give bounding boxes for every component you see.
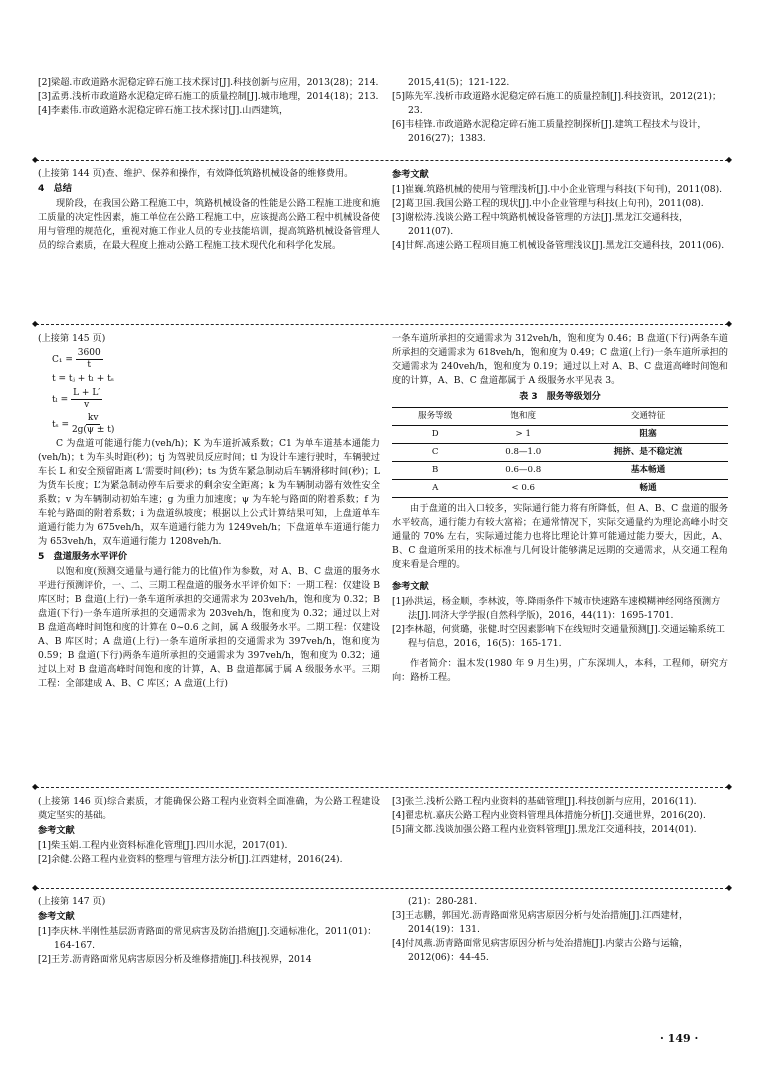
block5-left — [38, 895, 380, 967]
equation-tl: tₗ = $\frac{L + L'}{v}$ — [52, 388, 101, 411]
paragraph: C 为盘道可能通行能力(veh/h)；K 为车道折减系数；C1 为单车道基本通能力(veh/h)；t 为车头时距(秒)；tj 为驾驶员反应时间；tl 为设计车速行驶时，车辆驶过车长 L 和安全预留距离 L‘需要时间(秒)；ts 为货车紧急制动后车辆滑移时间(秒)；L 为货车长度；L’为紧急制动停车后要求的剩余安全距离；k 为车辆制动器有效性安全系数；v 为车辆制动初始车速；g 为重力加速度；ψ 为车轮与路面的附着系数；f 为车轮与路面的附着系数；i 为盘道纵坡度；根据以上公式计算结果可知，上盘道单车道通行能力为 675veh/h，双车道通行能力为 1249veh/h；下盘道单车道通行能力为 653veh/h，双车道通行能力 1208veh/h. — [38, 438, 380, 548]
continuation-text: (上接第 146 页)综合素质，才能确保公路工程内业资料全面准确，为公路工程建设奠定坚实的基础。 — [38, 796, 380, 821]
reference: [2]王芳.沥青路面常见病害原因分析及维修措施[J].科技视界，2014 — [38, 953, 312, 965]
table-caption: 表 3 服务等级划分 — [519, 391, 601, 402]
paragraph: 以饱和度(预测交通量与通行能力的比值)作为参数，对 A、B、C 盘道的服务水平进行预测评价，一、二、三期工程盘道的服务水平评价如下：一期工程：仅建设 B 库区时；B 盘道(上行)一条车道所承担的交通需求为 203veh/h，饱和度为 0.32；B 盘道(下行)一条车道所承担的交通需求为 203veh/h，饱和度为 0.32；通过以上对 B 盘道高峰时间饱和度的计算在 0~0.6 之间，属 A 级服务水平。二期工程：仅建设 A、B 库区时；A 盘道(上行)一条车道所承担的交通需求为 397veh/h，饱和度为 0.59；B 盘道(下行)两条车道所承担的交通需求为 397veh/h，饱和度为 0.32；通过以上对 B 盘道高峰时间饱和度的计算，A、B 盘道都属于属 A 级服务水平。三期工程：全部建成 A、B、C 库区；A 盘道(上行) — [38, 566, 380, 690]
block2-right — [392, 167, 728, 253]
continuation-text: (上接第 147 页) — [38, 896, 106, 907]
reference: [2]余健.公路工程内业资料的整理与管理方法分析[J].江西建材，2016(24). — [38, 853, 343, 865]
table-header: 交通特征 — [568, 407, 728, 425]
author-bio: 作者简介：温木发(1980 年 9 月生)男，广东深圳人，本科，工程师，研究方向：路桥工程。 — [392, 657, 728, 683]
reference: [1]崔巍.筑路机械的使用与管理浅析[J].中小企业管理与科技(下旬刊)，2011(08). — [392, 183, 723, 195]
article-separator — [36, 324, 728, 325]
page-number: · 149 · — [660, 1032, 699, 1045]
reference: [1]李庆林.半刚性基层沥青路面的常见病害及防治措施[J].交通标准化，2011(01)：164-167. — [38, 925, 377, 951]
article-separator — [36, 160, 728, 161]
block3-right — [392, 332, 728, 685]
reference: [1]柴玉娟.工程内业资料标准化管理[J].四川水泥，2017(01). — [38, 839, 288, 851]
table-header: 饱和度 — [478, 407, 568, 425]
table-header: 服务等级 — [392, 407, 478, 425]
reference: 2015,41(5)；121-122. — [408, 77, 510, 88]
service-level-table — [392, 407, 728, 498]
section-heading: 5 盘道服务水平评价 — [38, 551, 128, 563]
reference: [3]谢松涛.浅谈公路工程中筑路机械设备管理的方法[J].黑龙江交通科技，2011(07). — [392, 211, 689, 237]
equation-t: t = tⱼ + tₗ + tₛ — [52, 373, 114, 384]
block1-right-refs — [392, 76, 728, 146]
article-separator — [36, 787, 728, 788]
paragraph: 一条车道所承担的交通需求为 312veh/h，饱和度为 0.46；B 盘道(下行)两条车道所承担的交通需求为 618veh/h，饱和度为 0.49；C 盘道(上行)一条车道所承担的交通需求为 240veh/h，饱和度为 0.19；通过以上对 A、B、C 盘道高峰时间饱和度的计算，A、B、C 盘道都属于 A 级服务水平见表 3。 — [392, 333, 728, 386]
reference: [5]蒲文都.浅谈加强公路工程内业资料管理[J].黑龙江交通科技，2014(01). — [392, 823, 697, 835]
paragraph: 现阶段，在我国公路工程施工中，筑路机械设备的性能是公路工程施工进度和施工质量的决定性因素，施工单位在公路工程施工中，应该提高公路工程中机械设备使用与管理的规范化，重视对施工作业人员的专业技能培训，提高筑路机械设备管理人员的综合素质，在最大程度上推动公路工程施工技术现代化和科学化发展。 — [38, 197, 380, 251]
table-row: B 0.6—0.8 基本畅通 — [392, 461, 728, 479]
block4-left — [38, 795, 380, 867]
equation-ts: tₛ = $\frac{kv}{2g(\psi \pm t)}$ — [52, 412, 115, 435]
paragraph: 由于盘道的出入口较多，实际通行能力将有所降低，但 A、B、C 盘道的服务水平较高，通行能力有较大富裕；在通常情况下，实际交通量约为理论高峰小时交通量的 70% 左右，实际通过能力也将比理论计算可能通过能力要大，因此，A、B、C 盘道所采用的技术标准与几何设计能够满足远期的交通需求，从交通工程角度来看是合理的。 — [392, 502, 728, 570]
section-heading: 4 总结 — [38, 182, 72, 194]
reference: [3]张兰.浅析公路工程内业资料的基础管理[J].科技创新与应用，2016(11). — [392, 796, 697, 807]
continuation-text: (上接第 145 页) — [38, 333, 106, 344]
equation-c1: C₁ = $\frac{3600}{t}$ — [52, 347, 101, 370]
reference: [2]李林超，何赏璐，张健.时空因素影响下在线短时交通量预测[J].交通运输系统工程与信息，2016，16(5)：165-171. — [392, 623, 725, 649]
block1-left-refs — [38, 76, 380, 118]
reference: [2]葛卫国.我国公路工程的现状[J].中小企业管理与科技(上旬刊)，2011(08). — [392, 197, 704, 209]
block5-right — [392, 895, 728, 965]
block4-right — [392, 795, 728, 837]
reference: [4]甘辉.高速公路工程项目施工机械设备管理浅议[J].黑龙江交通科技，2011(06). — [392, 239, 725, 251]
block2-left — [38, 167, 380, 253]
reference: [3]孟勇.浅析市政道路水泥稳定碎石施工的质量控制[J].城市地理，2014(18)；213. — [38, 90, 379, 102]
table-row: A < 0.6 畅通 — [392, 479, 728, 497]
reference: [4]翟忠杭.嘉庆公路工程内业资料管理具体措施分析[J].交通世界，2016(20). — [392, 809, 706, 821]
block3-left — [38, 332, 380, 691]
reference: [4]付凤燕.沥青路面常见病害原因分析与处治措施[J].内蒙古公路与运输，2012(06)：44-45. — [392, 937, 689, 963]
continuation-text: (上接第 144 页)查、维护、保养和操作，有效降低筑路机械设备的维修费用。 — [38, 168, 354, 179]
reference: [5]陈先军.浅析市政道路水泥稳定碎石施工的质量控制[J].科技资讯，2012(21)；23. — [392, 90, 722, 116]
article-separator — [36, 888, 728, 889]
reference: [4]李素伟.市政道路水泥稳定碎石施工技术探讨[J].山西建筑， — [38, 104, 289, 116]
table-row: D > 1 阻塞 — [392, 425, 728, 443]
reference: [1]孙洪运，杨金顺，李林波，等.降雨条件下城市快速路车速模糊神经网络预测方法[J].同济大学学报(自然科学版)，2016，44(11)：1695-1701. — [392, 595, 721, 621]
references-heading: 参考文献 — [392, 169, 429, 180]
references-heading: 参考文献 — [38, 824, 75, 836]
reference: (21)：280-281. — [408, 896, 478, 907]
table-row: C 0.8—1.0 拥挤、是不稳定流 — [392, 443, 728, 461]
reference: [3]王志鹏，郭国光.沥青路面常见病害原因分析与处治措施[J].江西建材，2014(19)：131. — [392, 909, 689, 935]
references-heading: 参考文献 — [392, 580, 429, 592]
reference: [6]韦桂锋.市政道路水泥稳定碎石施工质量控制探析[J].建筑工程技术与设计，2016(27)；1383. — [392, 118, 707, 144]
table-header-row — [392, 407, 728, 425]
references-heading: 参考文献 — [38, 910, 75, 922]
reference: [2]梁超.市政道路水泥稳定碎石施工技术探讨[J].科技创新与应用，2013(28)；214. — [38, 77, 379, 88]
